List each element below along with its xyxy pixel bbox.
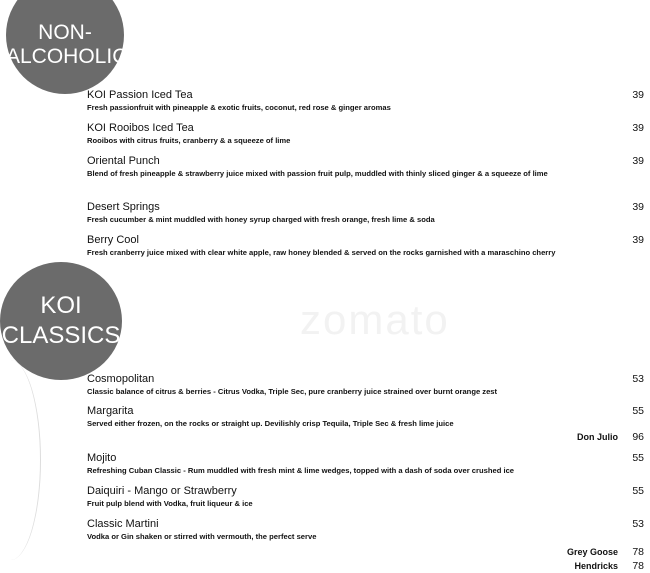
item-name: Daiquiri - Mango or Strawberry xyxy=(87,485,237,497)
item-description: Fresh passionfruit with pineapple & exotic fruits, coconut, red rose & ginger aromas xyxy=(87,103,391,112)
item-name: Berry Cool xyxy=(87,234,139,246)
menu-item xyxy=(87,518,644,542)
item-variant xyxy=(577,431,644,443)
variant-price: 78 xyxy=(632,546,644,558)
section-badge-non-alcoholic xyxy=(6,0,128,94)
item-price: 39 xyxy=(632,234,644,246)
item-description: Fresh cranberry juice mixed with clear white apple, raw honey blended & served on the rocks garnished with a maraschino cherry xyxy=(87,248,556,257)
menu-item xyxy=(87,155,644,179)
variant-name: Don Julio xyxy=(577,432,618,442)
item-name: Cosmopolitan xyxy=(87,373,155,385)
section-title-line: NON- xyxy=(38,21,92,44)
item-price: 55 xyxy=(632,452,644,464)
variant-price: 96 xyxy=(632,431,644,443)
item-description: Rooibos with citrus fruits, cranberry & a squeeze of lime xyxy=(87,136,291,145)
item-description: Refreshing Cuban Classic - Rum muddled with fresh mint & lime wedges, topped with a dash of soda over crushed ice xyxy=(87,466,515,475)
menu-item xyxy=(87,485,644,509)
section-badge-koi-classics xyxy=(0,262,122,380)
menu-item xyxy=(87,201,644,225)
item-description: Fresh cucumber & mint muddled with honey syrup charged with fresh orange, fresh lime & soda xyxy=(87,215,435,224)
menu-item xyxy=(87,373,644,397)
item-name: Margarita xyxy=(87,405,134,417)
item-price: 53 xyxy=(632,373,644,385)
item-description: Vodka or Gin shaken or stirred with vermouth, the perfect serve xyxy=(87,532,317,541)
item-price: 55 xyxy=(632,405,644,417)
item-price: 55 xyxy=(632,485,644,497)
menu-item xyxy=(87,234,644,258)
section-title-line: CLASSICS xyxy=(1,322,121,349)
section-title-line: ALCOHOLIC xyxy=(6,45,128,68)
menu-item xyxy=(87,122,644,146)
variant-name: Grey Goose xyxy=(566,547,618,557)
item-price: 39 xyxy=(632,201,644,213)
item-description: Blend of fresh pineapple & strawberry juice mixed with passion fruit pulp, muddled with thinly sliced ginger & a squeeze of lime xyxy=(87,169,548,178)
item-description: Classic balance of citrus & berries - Citrus Vodka, Triple Sec, pure cranberry juice strained over burnt orange zest xyxy=(87,387,498,396)
item-name: Mojito xyxy=(87,452,117,464)
item-price: 39 xyxy=(632,155,644,167)
item-variant xyxy=(567,546,644,558)
variant-price: 78 xyxy=(632,560,644,572)
item-name: Oriental Punch xyxy=(87,155,160,167)
glass-sketch xyxy=(0,360,41,560)
variant-name: Hendricks xyxy=(574,561,618,571)
item-description: Fruit pulp blend with Vodka, fruit liqueur & ice xyxy=(87,499,253,508)
menu-item xyxy=(87,89,644,113)
watermark: zomato xyxy=(300,296,450,343)
section-title-line: KOI xyxy=(40,292,82,319)
item-price: 53 xyxy=(632,518,644,530)
item-name: Desert Springs xyxy=(87,201,160,213)
item-name: KOI Rooibos Iced Tea xyxy=(87,122,194,134)
item-description: Served either frozen, on the rocks or straight up. Devilishly crisp Tequila, Triple Sec & fresh lime juice xyxy=(87,419,454,428)
menu-item xyxy=(87,452,644,476)
item-variant xyxy=(574,560,644,572)
menu-item xyxy=(87,405,644,429)
item-price: 39 xyxy=(632,89,644,101)
item-name: Classic Martini xyxy=(87,518,159,530)
item-price: 39 xyxy=(632,122,644,134)
item-name: KOI Passion Iced Tea xyxy=(87,89,193,101)
